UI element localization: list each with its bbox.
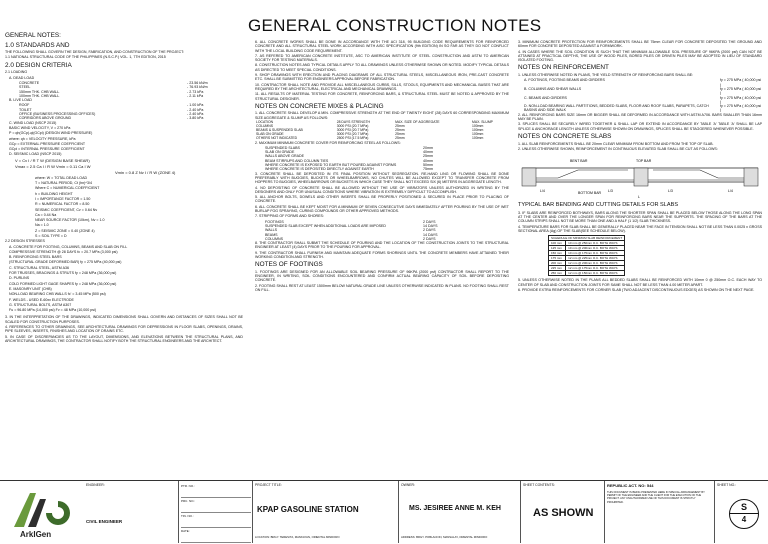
- mix-table-header-cell: LOCATION: [256, 120, 274, 125]
- reinf-row: [524, 96, 762, 105]
- design-stress-line: G. STRUCTURAL BOLTS, ASTM A307: [9, 302, 72, 307]
- design-stress-line: D. PURLINS: [9, 276, 30, 281]
- general-notes-continued: [255, 40, 509, 101]
- seismic-note-line: Ca = 0.44 Na: [35, 212, 57, 217]
- schedule-row: [549, 246, 625, 251]
- design-criteria-heading: 2.0 DESIGN CRITERIA: [5, 61, 72, 69]
- seismic-note-line: Where C = NUMERICAL COEFFICIENT: [35, 186, 100, 191]
- owner-cell: [398, 481, 521, 543]
- seismic-note-line: Na = 1.0: [35, 223, 49, 228]
- cover-table: [255, 146, 465, 172]
- dim-label-4: L/3: [668, 189, 673, 194]
- schedule-cell: 225 mm: [549, 266, 566, 271]
- note-5: 5. IN CASE OF DISCREPANCIES AS TO THE LAYOUT, DIMENSIONS, AND ELEVATIONS BETWEEN THE STRUCTURAL PLANS, AND ARCHITECTURAL DRAWINGS, THE CONTRACTOR SHALL NOTIFY BOTH THE STRUCTURAL ENGINEERS AND THE ARCHITECT.: [5, 334, 243, 343]
- schedule-cell: 12 mm @ 225mm O.C. BOTH WAYS: [566, 256, 625, 261]
- nscp-text: 1.1 NATIONAL STRUCTURAL CODE OF THE PHILIPPINES (N.S.C.P.) VOL. 1, 7TH EDITION, 2015: [5, 55, 166, 60]
- dead-load-row-key: 100mm THK. CHB WALL: [19, 93, 60, 98]
- arkigen-logo-icon: [6, 485, 78, 540]
- schedule-row: [549, 256, 625, 261]
- design-stress-line: Fu = 96.80 MPa (14,000 psi) Fv = 48 MPa (10,000 psi): [9, 308, 97, 313]
- mix-table-cell: 3000 PSI (20.7 MPa): [336, 131, 369, 136]
- prc-cell: [178, 481, 253, 543]
- stripping-row-value: 2 DAYS: [423, 219, 436, 224]
- mix-table-header-cell: MAX. SLUMP: [472, 120, 493, 125]
- engineer-label: ENGINEER:: [86, 483, 105, 487]
- sheet-number-cell: [714, 481, 768, 543]
- seismic-note-line: S = SOIL TYPE = D: [35, 233, 67, 238]
- cover-row-key: SLAB ON GRADE: [265, 150, 295, 155]
- logo-text: ArkIGen: [20, 530, 52, 539]
- mix-table: [255, 121, 509, 141]
- general-note-item: 9. SHOP DRAWINGS WITH ERECTION AND PLACING DIAGRAMS OF ALL STRUCTURAL STEELS, MISCELLANEOUS IRON, PRE-CAST CONCRETE ETC. SHALL BE SUBMITTED FOR ENGINEERS APPROVAL BEFORE FABRICATION.: [255, 73, 509, 82]
- wind-load-notes: [5, 121, 243, 152]
- wind-load-line: GCp = EXTERNAL PRESSURE COEFFICIENT: [9, 141, 86, 146]
- mix-table-cell: 2500 PSI (17.5 MPa): [336, 135, 369, 140]
- dead-load-row-value: - 2.11 kPa: [187, 93, 204, 98]
- sheet-contents-value: AS SHOWN: [533, 507, 594, 519]
- seismic-note-line: T = NATURAL PERIOD, Ct (hn)^3/4: [35, 181, 93, 186]
- reinf-row-value: fy = 275 MPa ( 40,000 psi ): [720, 95, 762, 104]
- schedule-row: [549, 251, 625, 256]
- cover-row-value: 40mm: [423, 150, 433, 155]
- schedule-cell: 10 mm @ 175mm O.C. BOTH WAYS: [566, 251, 625, 256]
- schedule-cell: 12 mm @ 175mm O.C. BOTH WAYS: [566, 266, 625, 271]
- reinf-row: [524, 87, 762, 96]
- dead-load-row: [19, 94, 229, 98]
- stripping-row-key: WALLS: [265, 228, 278, 233]
- mix-table-header-cell: MAX. SIZE OF AGGREGATE: [395, 120, 440, 125]
- project-location: LOCATION: BRGY. TERESITA, MANKAYAN, ORIENTAL MINDORO: [255, 535, 340, 539]
- mix-table-cell: COLUMNS: [256, 123, 273, 128]
- stripping-row-value: 2 DAYS: [423, 228, 436, 233]
- republic-act-cell: [604, 481, 715, 543]
- seismic-note-line: h = BUILDING HEIGHT: [35, 191, 73, 196]
- dim-label-5: L/4: [728, 189, 733, 194]
- design-stress-line: COMPRESSIVE STRENGTH @ 28 DAYS fc = 20.7 MPa (3,000 psi): [9, 249, 118, 254]
- mix-table-header-cell: 28 DAYS STRENGTH: [336, 120, 370, 125]
- license-field-label: PRC. NO.:: [181, 499, 251, 513]
- cover-row-value: 75mm: [423, 167, 433, 172]
- design-stress-line: E. MASONRY UNIT (CHB): [9, 286, 52, 291]
- footings-heading: NOTES OF FOOTINGS: [255, 261, 323, 269]
- column-concrete-notes: [255, 40, 509, 293]
- owner-address: ADDRESS: BRGY. POBLACION, MANSALAY, ORIENTAL MINDORO: [401, 535, 488, 539]
- typical-bar-heading: TYPICAL BAR BENDING AND CUTTING DETAILS FOR SLABS: [518, 202, 679, 209]
- reinf-row-key: D. NON-LOAD BEARING WALL PARTITIONS, BEDDED SLABS, FLOOR AND ROOF SLABS, PARAPETS, CATCH BASINS AND SIDE WALK: [524, 104, 709, 113]
- dim-label-3: L: [638, 195, 640, 200]
- design-stress-line: C. STRUCTURAL STEEL, ASTM A36: [9, 265, 69, 270]
- slab-note-6: 6. PROVIDE EXTRA REINFORCEMENTS FOR CORNER SLAB (TWO ADJACENT DISCONTINUOUS EDGES) AS SHOWN ON THE NEXT PAGE.: [518, 287, 755, 292]
- mix-note-7: 7. STRIPPING OF FORMS AND SHORES:: [255, 214, 324, 219]
- schedule-cell: 175 mm: [549, 256, 566, 261]
- general-note-item: 6. ALL CONCRETE WORKS SHALL BE DONE IN ACCORDANCE WITH THE ACI 318, 95 BUILDING CODE REQUIREMENTS FOR REINFORCED CONCRETE AND ALL STRUCTURAL STEEL WORK ACCORDING WITH AISC SPECIFICATION (9th EDITION) IN SO FAR AS THEY DO NOT CONFLICT WITH THE LOCAL BUILDING CODE REQUIREMENT.: [255, 40, 509, 53]
- mix-note-3: 3. CONCRETE SHALL BE DEPOSITED IN ITS FINAL POSITION WITHOUT SEGREGATION. RE-HAND LING OR FLOWING SHALL BE DONE PREFERABLY WITH BUGGIES, BUCKETS OR WHEELBARROWS, NO CHUTES WILL BE ALLOWED EXCEPT TO TRANSFER CONCRETE FROM HOPPERS TO BUGGIES, WHEELBARROWS OR BUCKETS IN WHICH CASE THEY SHALL NOT EXCEED SIX (6) METERS IN AGGREGATE LENGTH.: [255, 171, 509, 185]
- mix-note-4: 4. NO DEPOSITING OF CONCRETE SHALL BE ALLOWED WITHOUT THE USE OF VIBRATORS UNLESS AUTHORIZED IN WRITING BY THE DESIGNERS AND ONLY FOR UNUSUAL CONDITIONS WHERE VIBRATION IS EXTREMELY DIFFICULT TO ACCOMPLISH.: [255, 185, 509, 194]
- schedule-cell: 250 mm: [549, 271, 566, 276]
- cover-row-value: 20mm: [423, 145, 433, 150]
- dead-load-row-key: CONCRETE: [19, 80, 40, 85]
- general-note-item: 8. CONSTRUCTION NOTES AND TYPICAL DETAILS APPLY TO ALL DRAWINGS UNLESS OTHERWISE SHOWN OR NOTED. MODIFY TYPICAL DETAILS AS DIRECTED TO MEET SPECIAL CONDITIONS.: [255, 63, 509, 72]
- design-stress-line: (STRUCTURAL GRADE DEFORMED BAR) fy = 275 MPa (40,000 psi): [9, 260, 122, 265]
- mix-note-6: 6. ALL CONCRETE SHALL BE KEPT MOIST FOR A MINIMUM OF SEVEN CONSECUTIVE DAYS IMMEDIATELY AFTER POURING BY THE USE OF WET BURLAP FOG SPRAYING, CURING COMPOUNDS OR OTHER APPROVED METHODS.: [255, 204, 509, 214]
- seismic-note-line: SEISMIC COEFFICIENT, Cv = 0.64 Nv: [35, 207, 98, 212]
- mix-table-cell: 25mm: [395, 135, 405, 140]
- stripping-table: [255, 220, 465, 241]
- seismic-note-line: where: W = TOTAL DEAD LOAD: [35, 175, 88, 180]
- seismic-note-line: R = NUMERICAL FACTOR = 8.50: [35, 202, 90, 207]
- seismic-eq-1: V = Cv I / R T W (DESIGN BASE SHEAR): [15, 157, 90, 163]
- design-stress-line: F. WELDS - USED E-60xx ELECTRODE: [9, 297, 74, 302]
- seismic-load-label: D. SEISMIC LOAD (NSCP 2015): [9, 152, 62, 157]
- owner-label: OWNER:: [401, 483, 415, 487]
- dead-load-row-value: - 23.56 kN/m: [187, 80, 208, 85]
- wind-load-line: BASIC WIND VELOCITY, V = 270 kPa: [9, 125, 71, 130]
- design-stress-line: COLD FORMED LIGHT GAGE SHAPES fy = 248 MPa (36,000 psi): [9, 281, 117, 286]
- bar-bending-diagram: [518, 152, 762, 200]
- live-load-row-value: - 3.80 kPa: [187, 116, 204, 121]
- owner-name: MS. JESIREE ANNE M. KEH: [409, 505, 501, 512]
- license-field-label: PTR. NO.:: [181, 484, 251, 498]
- sheet-contents-label: SHEET CONTENTS:: [523, 483, 555, 487]
- footing-notes-continued: [518, 40, 762, 62]
- live-load-row: [19, 116, 229, 120]
- slab-note-5: 5. UNLESS OTHERWISE NOTED IN THE PLANS ALL BEDDED SLABS SHALL BE REINFORCED WITH 10mm 0 @ 250mm O.C. EACH WAY TO CENTER OF SLAB AND CONSTRUCTION JOINTS FOR SAME SHALL NOT BE LESS THAN 4.00 METER APART.: [518, 278, 762, 287]
- sheet-total: 4: [741, 515, 747, 524]
- mix-table-cell: 25mm: [395, 131, 405, 136]
- dead-load-row-key: STEEL: [19, 85, 31, 90]
- schedule-cell: 150 mm: [549, 251, 566, 256]
- design-stress-line: B. REINFORCING STEEL BARS: [9, 255, 62, 260]
- stripping-row-value: 14 DAYS: [423, 232, 438, 237]
- republic-act-text: THIS DOCUMENT IS BEING PRESENTED HERE IN SPECIAL ARRANGEMENT BY PERMIT OF THE ENGINEER AND THE CLIENT FOR THE EXECUTION OF THE PROJECT. ANY UNAUTHORIZED USE OF THIS DOCUMENT IS STRICTLY PROHIBITED.: [607, 491, 705, 504]
- reinf-note-1: 1. UNLESS OTHERWISE NOTED IN PLANS, THE YIELD STRENGTH OF REINFORCING BARS SHALL BE:: [518, 73, 694, 78]
- reinf-row-value: fy = 275 MPa ( 40,000 psi ): [720, 104, 762, 113]
- live-load-row-key: CORRIDORS ABOVE GROUND: [19, 116, 72, 121]
- dead-load-row-value: - 76.93 kN/m: [187, 85, 208, 90]
- slab-note-4: 4. TEMPERATURE BARS FOR SLAB SHALL BE GENERALLY PLACED NEAR THE FACE IN TENSION SHALL NOT BE LESS THAN 0.0025 x GROSS SECTIONAL AREA (Ag) OF THE SLAB(SEE SCHEDULE BELOW).: [518, 224, 762, 233]
- mix-table-cell: 100mm: [472, 131, 484, 136]
- title-block: [0, 480, 768, 544]
- slab-note-2: 2. UNLESS OTHERWISE SHOWN, REINFORCEMENT IN CONTINUOUS ELEVATED SLAB SHALL BE CUT AS FOLLOWS:: [518, 146, 718, 151]
- mix-note-2: 2. MAXIMUM MINIMUM CONCRETE COVER FOR REINFORCING STEEL AS FOLLOWS:: [255, 140, 401, 145]
- stripping-row-value: 14 DAYS: [423, 223, 438, 228]
- bent-bar-label: BENT BAR: [570, 159, 588, 164]
- mix-table-cell: 25mm: [395, 127, 405, 132]
- wind-load-line: GCpi = INTERNAL PRESSURE COEFFICIENT: [9, 147, 85, 152]
- seismic-eq-3: Vmin = 0.8 Z Nv I / R W (ZONE 4): [115, 169, 176, 175]
- seismic-note-line: NEAR SOURCE FACTOR (10km), Nv = 1.0: [35, 218, 105, 223]
- schedule-row: [549, 261, 625, 266]
- schedule-cell: 12 mm @ 200mm O.C. BOTH WAYS: [566, 261, 625, 266]
- sheet-title: GENERAL CONSTRUCTION NOTES: [248, 16, 542, 35]
- seismic-note-line: I = IMPORTANCE FACTOR = 1.50: [35, 196, 91, 201]
- slab-note-1: 1. ALL SLAB REINFORCEMENTS SHALL BE 20mm CLEAR MINIMUM FROM BOTTOM AND FROM THE TOP OF SLAB.: [518, 141, 714, 146]
- schedule-cell: 200 mm: [549, 261, 566, 266]
- min-slab-reinf-schedule: [548, 235, 625, 276]
- mix-table-cell: OTHERS NOT INDICATED: [256, 135, 298, 140]
- project-cell: [252, 481, 399, 543]
- stripping-row-key: SUSPENDED SLAB EXCEPT WHEN ADDITIONAL LOADS ARE IMPOSED: [265, 223, 387, 228]
- reinf-row-key: A. FOOTINGS, FOOTING BEAMS AND GIRDERS: [524, 78, 605, 83]
- live-load-row-key: OFFICE (BUSINESS PROCESSING OFFICES): [19, 112, 96, 117]
- cover-row-value: 40mm: [423, 158, 433, 163]
- slab-note-3: 3. IF SLABS ARE REINFORCED BOTHWAYS, BARS ALONG THE SHORTER SPAN SHALL BE PLACED BELOW THOSE ALONG THE LONG SPAN AT THE CENTER AND OVER THE LONGER SPAN FOR REINFORCING BARS NEAR THE SUPPORTS. THE SPACING OF THE BARS AT THE COLUMN STRIPS SHALL NOT BE MORE THAN ONE AND A HALF (1 1/2) SLAB THICKNESS.: [518, 210, 762, 224]
- design-stress-line: NON-LOAD BEARING CHB WALLS fc' = 3.45 MPa (500 psi): [9, 292, 106, 297]
- reinf-row: [524, 78, 762, 87]
- civil-engineer-text: CIVIL ENGINEER: [86, 519, 123, 524]
- live-load-row-value: - 2.40 kPa: [187, 107, 204, 112]
- reinf-table: [518, 78, 762, 112]
- cover-row-key: WALLS ABOVE GRADE: [265, 154, 305, 159]
- reinf-row-key: C. BEAMS AND GIRDERS: [524, 95, 567, 100]
- mix-note-5: 5. ALL ANCHOR BOLTS, DOWELS AND OTHER INSERTS SHALL BE PROPERLY POSITIONED & SECURED IN PLACE PRIOR TO PLACING OF CONCRETE.: [255, 195, 509, 204]
- seismic-notes: [5, 176, 243, 239]
- wind-load-line: P = qh(GCp)-qi(GCpi) (DESIGN WIND PRESSURE): [9, 131, 93, 136]
- schedule-row: [549, 271, 625, 276]
- reinf-note-2: 2. ALL REINFORCING BARS SIZE 16mm OR BIGGER SHALL BE DEFORMED IN ACCORDANCE WITH ASTM A706. BARS SMALLER THAN 16mm MAY BE PLAIN.: [518, 112, 762, 122]
- wind-load-line: C. WIND LOAD (NSCP 2015): [9, 120, 57, 125]
- design-stresses-label: 2.2 DESIGN STRESSES: [5, 239, 45, 244]
- mix-note-1: 1. ALL CONCRETE SHALL DEVELOP A MIN. COMPRESSIVE STRENGTH AT THE END OF TWENTY EIGHT (28) DAYS 60 CORRESPONDING MAXIMUM SIZE AGGREGATE & SLUMP AS FOLLOWS:: [255, 111, 509, 120]
- dead-load-row-key: 150mm THK. CHB WALL: [19, 89, 60, 94]
- schedule-cell: 12 mm @ 150mm O.C. BOTH WAYS: [566, 271, 625, 276]
- project-label: PROJECT TITLE:: [255, 483, 282, 487]
- sheet-number-label: SHEET NO.:: [717, 483, 737, 487]
- cover-row-key: BEAM STIRRUPS AND COLUMN TIES: [265, 158, 329, 163]
- wind-load-line: where: qh = VELOCITY PRESSURE, kPa: [9, 136, 76, 141]
- license-field-label: DATE:: [181, 529, 251, 543]
- schedule-cell: 10 mm @ 200mm O.C. BOTH WAYS: [566, 246, 625, 251]
- standards-text: THE FOLLOWING SHALL GOVERN THE DESIGN, FABRICATION, AND CONSTRUCTION OF THE PROJECT:: [5, 50, 184, 55]
- dim-label-1: L/4: [540, 189, 545, 194]
- dead-load-row-value: - 2.73 kPa: [187, 89, 204, 94]
- live-load-row-key: TOILET: [19, 107, 32, 112]
- cover-row-key: WHERE CONCRETE IS DEPOSITED DIRECTLY AGAINST EARTH: [265, 167, 374, 172]
- mix-note-9: 9. THE CONTRACTOR SHALL FURNISH AND MAINTAIN ADEQUATE FORMS SHORINGS UNTIL THE CONCRETE MEMBERS HAVE ATTAINED THEIR WORKING CONDITION AND STRENGTH.: [255, 250, 509, 259]
- mix-table-cell: 3000 PSI (20.7 MPa): [336, 127, 369, 132]
- standards-heading: 1.0 STANDARDS AND: [5, 41, 70, 49]
- mix-table-cell: 3000 PSI (20.7 MPa): [336, 123, 369, 128]
- slab-bar-diagram: [518, 152, 762, 200]
- mix-table-cell: SLAB ON GRADE: [256, 131, 284, 136]
- design-stresses-list: [5, 245, 243, 313]
- sheet-letter: S: [740, 502, 747, 512]
- general-note-item: 10. CONTRACTOR SHALL NOTE AND PROVIDE ALL MISCELLANEOUS CURBS, SILLS, STOOLS, EQUIPMENTS AND MECHANICAL BASES THAT ARE REQUIRED BY THE ARCHITECTURAL, ELECTRICAL AND MECHANICAL DRAWINGS.: [255, 82, 509, 91]
- project-title: KPAP GASOLINE STATION: [257, 505, 359, 514]
- design-stress-line: FOR TRUSSES, BRACINGS & STRUTS fy = 248 MPa (36,000 psi): [9, 271, 117, 276]
- schedule-row: [549, 241, 625, 246]
- schedule-row: [549, 266, 625, 271]
- footing-note-2: 2. FOOTING SHALL REST AT LEAST 1500mm BELOW NATURAL GRADE LINE UNLESS OTHERWISE INDICATED IN PLANS. NO FOOTING SHALL REST ON FILL.: [255, 283, 509, 293]
- top-bar-label: TOP BAR: [636, 159, 652, 164]
- column-reinforcement-notes: [518, 40, 762, 293]
- note-3: 3. IN THE INTERPRETATION OF THE DRAWINGS, INDICATED DIMENSIONS SHALL GOVERN AND DISTANCES OF SIZES SHALL NOT BE SCALED FOR CONSTRUCTION PURPOSES.: [5, 315, 243, 324]
- column-general-notes: [5, 30, 243, 344]
- cover-row-key: SUSPENDED SLABS: [265, 145, 300, 150]
- reinf-row-value: fy = 275 MPa ( 40,000 psi ): [720, 86, 762, 96]
- cover-row-value: 50mm: [423, 163, 433, 168]
- mix-table-cell: 100mm: [472, 135, 484, 140]
- seismic-note-line: Z = SEISMIC ZONE = 0.40 (ZONE 4): [35, 228, 95, 233]
- reinf-row-key: B. COLUMNS AND SHEAR WALLS: [524, 86, 582, 91]
- live-load-row-value: - 1.00 kPa: [187, 103, 204, 108]
- stripping-row-value: 2 DAYS: [423, 236, 436, 241]
- sheet-contents-cell: [520, 481, 605, 543]
- slabs-heading: NOTES ON CONCRETE SLABS: [518, 132, 612, 140]
- sheet-number-circle: [729, 499, 759, 529]
- footing-note-item: 4. IN CASES WHERE THE SOIL CONDITION IS SUCH THAT THE MINIMUM ALLOWABLE SOIL PRESSURE OF 96KPA (2000 psf) CAN NOT BE ATTAINED AT PRACTICAL DEPTHS, THE USE OF WOOD PILES, BORED PILES OR DRIVEN PILES MAY BE ADOPTED IN LIEU OF STANDARD ISOLATED FOOTING.: [518, 49, 762, 63]
- mix-table-cell: 25mm: [395, 123, 405, 128]
- schedule-cell: 100 mm: [549, 241, 566, 246]
- mix-table-cell: BEAMS & SUSPENDED SLAB: [256, 127, 303, 132]
- dead-load-table: [5, 81, 229, 98]
- live-load-row-value: - 2.40 kPa: [187, 112, 204, 117]
- note-4: 4. REFERENCES TO OTHER DRAWINGS, SEE ARCHITECTURAL DRAWINGS FOR DEPRESSIONS IN FLOOR SLABS, OPENINGS, DRAINS, PIPE SLEEVES, INSERTS, FINISHES AND LOCATION OF DRAINS ETC.: [5, 325, 243, 334]
- design-stress-line: A. CONCRETE FOR FOOTING, COLUMNS, BEAMS AND SLAB ON FILL: [9, 244, 128, 249]
- reinf-row-value: fy = 275 MPa ( 40,000 psi ): [720, 78, 762, 87]
- schedule-cell: 10 mm @ 250mm O.C. BOTH WAYS: [566, 241, 625, 246]
- footing-note-1: 1. FOOTINGS ARE DESIGNED FOR AN ALLOWABLE SOIL BEARING PRESSURE OF 96KPA (2000 psf) CONTRACTOR SHALL REPORT TO THE ENGINEER, IN WRITING, SOIL CONDITIONS ENCOUNTERED AND CONFIRM ACTUAL BEARING CAPACITY OF SOIL BEFORE DEPOSITING CONCRETE.: [255, 269, 509, 283]
- loading-label: 2.1 LOADING: [5, 70, 28, 75]
- reinforcement-heading: NOTES ON REINFORCEMENT: [518, 64, 609, 72]
- concrete-mixes-heading: NOTES ON CONCRETE MIXES & PLACING: [255, 102, 384, 110]
- cover-row-key: WHERE CONCRETE IS EXPOSED TO EARTH BUT POURED AGAINST FORMS: [265, 163, 397, 168]
- seismic-eq-2: Vmax = 2.5 Ca I / R W Vmin = 0.11 Ca I W: [15, 163, 91, 169]
- live-load-table: [5, 103, 229, 120]
- republic-act-label: REPUBLIC ACT. NO: 544: [607, 483, 654, 488]
- general-notes-heading: GENERAL NOTES:: [5, 32, 61, 39]
- live-load-label: B. LIVE LOAD: [9, 98, 32, 103]
- stripping-row-key: COLUMNS: [265, 236, 283, 241]
- dead-load-label: A. DEAD LOAD: [9, 75, 35, 80]
- mix-note-8: 8. THE CONTRACTOR SHALL SUBMIT THE SCHEDULE OF POURING AND THE LOCATION OF THE CONSTRUCTION JOINTS TO THE STRUCTURAL ENGINEER AT LEAST (4) DAYS PRIOR TO THE POURING FOR APPROVAL.: [255, 241, 509, 250]
- cover-row-value: 25mm: [423, 154, 433, 159]
- live-load-row-key: ROOF: [19, 103, 30, 108]
- license-field-label: TIN. NO.:: [181, 514, 251, 528]
- mix-table-cell: 100mm: [472, 127, 484, 132]
- dim-label-2: L/3: [608, 189, 613, 194]
- stripping-row-key: FOOTINGS: [265, 219, 284, 224]
- general-note-item: 7. AS REFERED TO AMERICAN CONCRETE INSTITUTE, ASC TO AMERICAN INSTITUTE OF STEEL CONSTRUCTION AND ASTM TO AMERICAN SOCIETY FOR TESTING MATERIALS.: [255, 53, 509, 63]
- mix-table-cell: 100mm: [472, 123, 484, 128]
- reinf-note-3: 3. SPLICES SHALL BE SECURELY WIRED TOGETHER & SHALL LAP OR EXTEND IN ACCORDANCE BY TABLE 'A' TABLE 'A' SHALL BE LAP SPLICE & ANCHORAGE LENGTH UNLESS OTHERWISE SHOWN ON DRAWINGS, SPLICES SHALL BE STAGGERED WHENEVER POSSIBLE.: [518, 122, 762, 131]
- schedule-title: SCHEDULE OF MINIMUM SLAB REINFORCEMENT: [549, 236, 625, 241]
- bottom-bar-label: BOTTOM BAR: [578, 191, 602, 196]
- reinf-row: [524, 104, 762, 113]
- footing-note-item: 3. MINIMUM CONCRETE PROTECTION FOR REINFORCEMENTS SHALL BE 75mm CLEAR FOR CONCRETE DEPOSITED THE GROUND AND 60mm FOR CONCRETE DEPOSITED AGAINST A FORMWORK.: [518, 40, 762, 49]
- general-note-item: 11. ALL RESULTS OF MATERIAL TESTING FOR CONCRETE, REINFORCING BARS, & STRUCTURAL STEEL MUST BE NOTED & APPROVED BY THE STRUCTURAL DESIGNER.: [255, 92, 509, 101]
- stripping-row-key: BEAMS: [265, 232, 278, 237]
- schedule-cell: 125 mm: [549, 246, 566, 251]
